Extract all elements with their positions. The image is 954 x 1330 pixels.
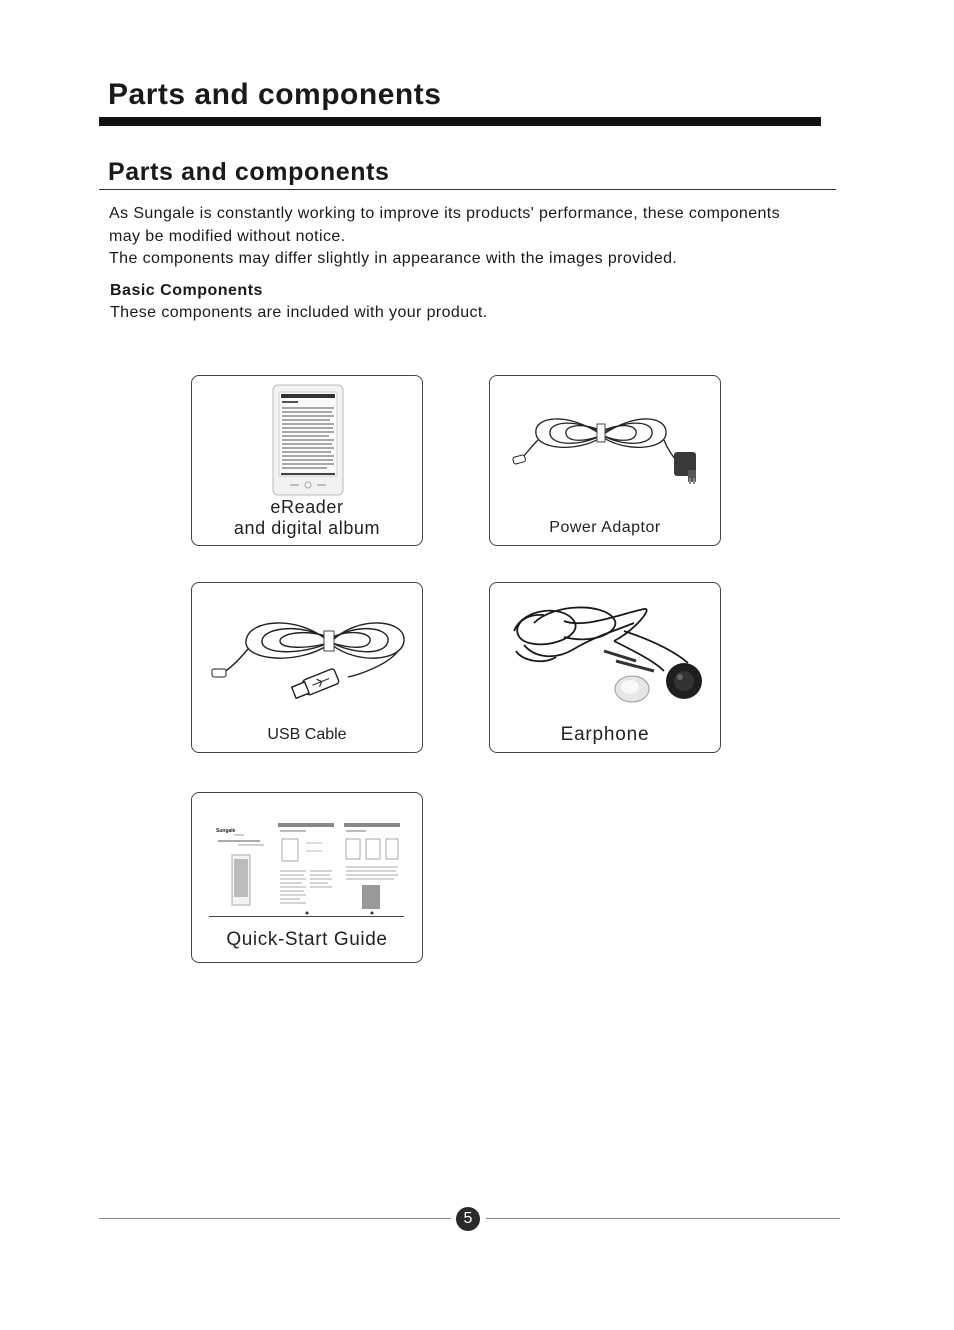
power-adaptor-image (508, 406, 708, 496)
usb-cable-card (191, 582, 423, 753)
section-title: Parts and components (108, 158, 390, 186)
intro-text (109, 203, 859, 271)
ereader-label-line-2: and digital album (233, 518, 381, 538)
footer-rule-right (486, 1218, 840, 1219)
quick-start-guide-image (210, 817, 406, 917)
title-underline-bar (99, 117, 821, 126)
power-adaptor-label: Power Adaptor (549, 519, 661, 536)
usb-cable-image (208, 613, 408, 703)
quick-start-guide-label: Quick-Start Guide (226, 929, 388, 950)
usb-cable-label: USB Cable (267, 726, 347, 743)
quick-start-guide-card (191, 792, 423, 963)
ereader-label-line-1: eReader (270, 497, 344, 517)
ereader-card (191, 375, 423, 546)
intro-line-2: may be modified without notice. (109, 227, 346, 245)
earphone-label: Earphone (560, 724, 650, 745)
intro-line-3: The components may differ slightly in appearance with the images provided. (109, 250, 678, 267)
power-adaptor-card (489, 375, 721, 546)
ereader-image (272, 384, 344, 496)
guide-divider (209, 916, 404, 917)
basic-components-heading: Basic Components (110, 282, 263, 299)
guide-brand-text: Sungale (216, 828, 236, 834)
page-title: Parts and components (108, 78, 442, 111)
footer-rule-left (99, 1218, 451, 1219)
page-number: 5 (456, 1207, 480, 1231)
section-rule (99, 189, 836, 190)
basic-components-description: These components are included with your product. (110, 304, 488, 321)
earphone-image (504, 601, 708, 713)
earphone-card (489, 582, 721, 753)
intro-line-1: As Sungale is constantly working to improve its products' performance, these components (109, 205, 781, 222)
